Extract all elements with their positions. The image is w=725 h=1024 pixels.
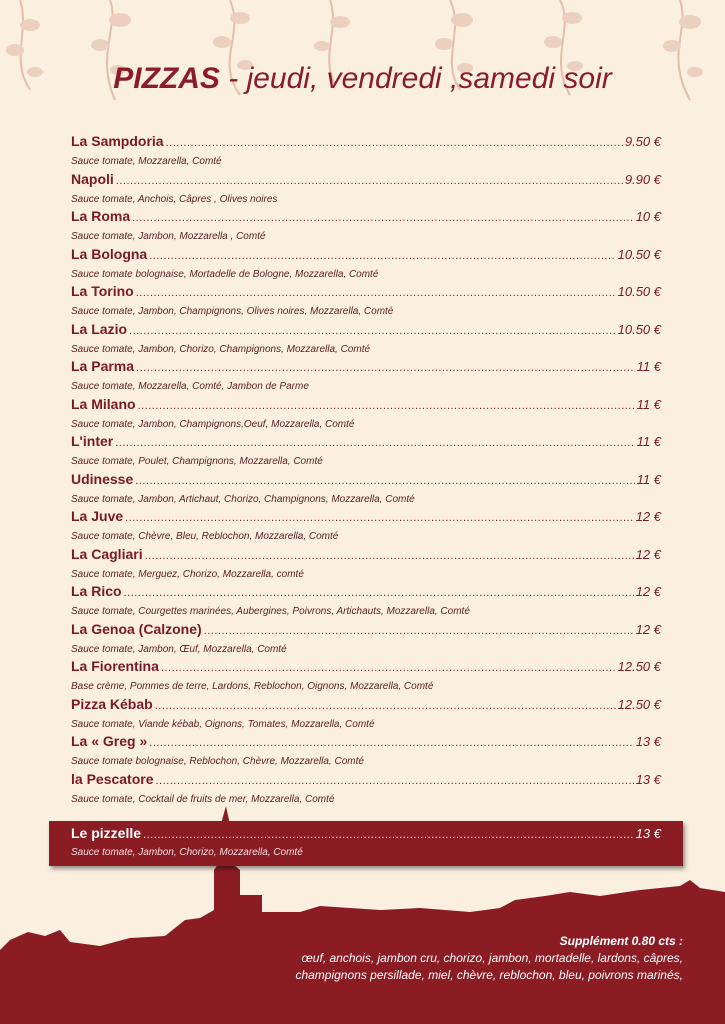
- dot-leader: [125, 512, 634, 524]
- item-name: La Torino: [71, 283, 134, 299]
- special-pizza-banner: [49, 821, 683, 866]
- item-description: Sauce tomate bolognaise, Mortadelle de Bologne, Mozzarella, Comté: [71, 268, 379, 280]
- item-description: Sauce tomate, Courgettes marinées, Aubergines, Poivrons, Artichauts, Mozzarella, Comté: [71, 606, 470, 617]
- menu-item: [71, 321, 661, 359]
- item-description: Sauce tomate, Chèvre, Bleu, Reblochon, Mozzarella, Comté: [71, 531, 339, 542]
- dot-leader: [156, 775, 634, 787]
- item-name: L'inter: [71, 433, 114, 449]
- item-description: Sauce tomate, Cocktail de fruits de mer, Mozzarella, Comté: [71, 793, 335, 805]
- menu-item: [71, 283, 661, 321]
- item-name: La Rico: [71, 583, 122, 599]
- special-description: Sauce tomate, Jambon, Chorizo, Mozzarella, Comté: [71, 847, 303, 858]
- item-name: La Milano: [71, 395, 136, 412]
- dot-leader: [136, 362, 635, 374]
- item-price: 13 €: [635, 734, 661, 749]
- item-name: La Parma: [71, 358, 135, 374]
- item-name: La Fiorentina: [71, 658, 159, 674]
- dot-leader: [204, 625, 634, 637]
- item-price: 10.50 €: [617, 284, 661, 299]
- item-price: 12.50 €: [617, 659, 661, 674]
- dot-leader: [135, 475, 634, 487]
- menu-item: [71, 208, 661, 246]
- menu-item: [71, 396, 661, 434]
- item-name: La Juve: [71, 508, 124, 524]
- menu-item: [71, 733, 661, 771]
- floral-decoration: [0, 0, 725, 120]
- menu-item: [71, 621, 661, 659]
- menu-item: [71, 546, 661, 584]
- menu-item: [71, 133, 661, 171]
- menu-item: [71, 508, 661, 546]
- title-days: - jeudi, vendredi ,samedi soir: [219, 62, 612, 95]
- special-price: 13 €: [635, 826, 661, 841]
- item-price: 12 €: [635, 621, 661, 637]
- dot-leader: [149, 737, 633, 749]
- page-title: [0, 62, 725, 96]
- item-price: 11 €: [636, 359, 661, 374]
- item-price: 10.50 €: [617, 321, 661, 337]
- item-description: Sauce tomate, Jambon, Œuf, Mozzarella, Comté: [71, 643, 287, 655]
- item-name: la Pescatore: [71, 770, 154, 787]
- dot-leader: [166, 137, 623, 149]
- item-name: Napoli: [71, 170, 114, 187]
- item-name: La Sampdoria: [71, 133, 164, 149]
- item-description: Sauce tomate, Jambon, Mozzarella , Comté: [71, 231, 266, 242]
- menu-item: [71, 696, 661, 734]
- dot-leader: [145, 550, 634, 562]
- item-name: La Bologna: [71, 245, 148, 262]
- item-price: 12 €: [635, 509, 661, 524]
- item-price: 10.50 €: [617, 246, 661, 262]
- title-main: PIZZAS: [113, 62, 220, 95]
- dot-leader: [143, 829, 634, 841]
- item-price: 12.50 €: [617, 696, 661, 712]
- item-price: 11 €: [636, 471, 661, 487]
- menu-item: [71, 583, 661, 621]
- menu-item: [71, 358, 661, 396]
- dot-leader: [149, 250, 615, 262]
- item-description: Sauce tomate, Mozzarella, Comté, Jambon de Parme: [71, 381, 309, 392]
- item-name: La Cagliari: [71, 545, 143, 562]
- supplement-line-2: champignons persillade, miel, chèvre, reblochon, bleu, poivrons marinés,: [295, 968, 683, 982]
- item-price: 13 €: [635, 771, 661, 787]
- pizza-menu: [71, 133, 661, 808]
- item-description: Sauce tomate, Anchois, Câpres , Olives noires: [71, 193, 278, 205]
- item-name: La Genoa (Calzone): [71, 620, 202, 637]
- dot-leader: [115, 437, 634, 449]
- item-price: 11 €: [636, 396, 661, 412]
- item-description: Sauce tomate, Jambon, Champignons, Olives noires, Mozzarella, Comté: [71, 306, 394, 317]
- item-price: 9.90 €: [624, 171, 661, 187]
- item-description: Sauce tomate, Jambon, Artichaut, Chorizo, Champignons, Mozzarella, Comté: [71, 493, 415, 505]
- item-name: Pizza Kébab: [71, 695, 153, 712]
- item-description: Sauce tomate, Jambon, Chorizo, Champignons, Mozzarella, Comté: [71, 343, 371, 355]
- item-price: 12 €: [635, 546, 661, 562]
- item-description: Sauce tomate, Mozzarella, Comté: [71, 156, 222, 167]
- menu-item: [71, 433, 661, 471]
- supplement-line-1: œuf, anchois, jambon cru, chorizo, jambon, mortadelle, lardons, câpres,: [301, 951, 683, 965]
- item-description: Sauce tomate bolognaise, Reblochon, Chèvre, Mozzarella, Comté: [71, 756, 364, 767]
- dot-leader: [136, 287, 616, 299]
- special-name: Le pizzelle: [71, 825, 142, 841]
- item-description: Sauce tomate, Viande kébab, Oignons, Tomates, Mozzarella, Comté: [71, 718, 375, 730]
- item-description: Base crème, Pommes de terre, Lardons, Reblochon, Oignons, Mozzarella, Comté: [71, 681, 434, 692]
- dot-leader: [129, 325, 616, 337]
- dot-leader: [116, 175, 623, 187]
- item-price: 11 €: [636, 434, 661, 449]
- item-description: Sauce tomate, Jambon, Champignons,Oeuf, Mozzarella, Comté: [71, 418, 355, 430]
- item-name: La Lazio: [71, 320, 128, 337]
- dot-leader: [138, 400, 635, 412]
- item-name: Udinesse: [71, 470, 134, 487]
- dot-leader: [124, 587, 634, 599]
- item-description: Sauce tomate, Merguez, Chorizo, Mozzarella, comté: [71, 568, 304, 580]
- item-price: 9.50 €: [624, 134, 661, 149]
- item-price: 10 €: [635, 209, 661, 224]
- menu-item: [71, 246, 661, 284]
- supplement-heading: Supplément 0.80 cts :: [559, 934, 683, 948]
- menu-item: [71, 658, 661, 696]
- dot-leader: [155, 700, 616, 712]
- item-description: Sauce tomate, Poulet, Champignons, Mozzarella, Comté: [71, 456, 323, 467]
- supplement-block: [295, 933, 683, 984]
- dot-leader: [132, 212, 634, 224]
- dot-leader: [161, 662, 616, 674]
- menu-item: [71, 471, 661, 509]
- item-price: 12 €: [635, 584, 661, 599]
- item-name: La Roma: [71, 208, 131, 224]
- item-name: La « Greg »: [71, 733, 148, 749]
- menu-item: [71, 171, 661, 209]
